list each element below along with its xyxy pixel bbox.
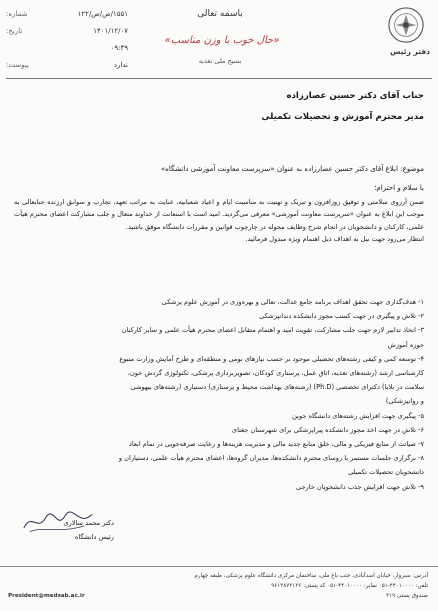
goal-line: کارشناسی ارشد (رشته‌های تغذیه، اتاق عمل، پرستاری کودکان، تصویربرداری پزشکی، تکنولوژی گردش خون،: [127, 369, 424, 378]
signatory-name: دکتر محمد سالاری: [63, 519, 114, 527]
goal-line: ۷- صیانت از منابع فیزیکی و مالی، خلق منابع جدید مالی و مدیریت هزینه‌ها و رعایت صرفه‌جویی در تمام ابعاد: [128, 440, 424, 449]
meta-time-row: [6, 44, 128, 52]
goal-line: سلامت در بلایا) دکترای تخصصی (Ph.D) (رشته‌های بهداشت محیط و پرستاری) دستیاری (رشته‌های بیهوشی: [130, 383, 424, 392]
meta-time-value: ۰۹:۴۹: [110, 44, 128, 52]
meta-attachment-value: ندارد: [113, 61, 128, 69]
sub-slogan: بسیج ملی تغذیه: [198, 57, 242, 65]
meta-date-label: تاریخ:: [6, 27, 23, 35]
letter-footer: [0, 566, 438, 612]
letter-meta: [6, 10, 128, 78]
footer-po-box: صندوق پستی ۳۱۹: [386, 593, 428, 599]
footer-email[interactable]: President@medsab.ac.ir: [8, 593, 85, 599]
footer-phones: تلفن: ۴۴۰۱۰۰۰۰-۰۵۱ نمابر: ۴۴۰۱۰۰۰۰-۰۵۱ کد پستی: ۹۶۱۳۸۷۳۱۳۶: [271, 583, 428, 589]
greeting: با سلام و احترام؛: [374, 183, 424, 192]
signatory-title: رئیس دانشگاه: [74, 533, 114, 541]
goal-line: ۴- توسعه کمی و کیفی رشته‌های تحصیلی موجود بر حسب نیازهای بومی و منطقه‌ای و طرح آمایش وزارت متبوع: [119, 354, 424, 363]
bismillah-heading: باسمه تعالی: [197, 9, 243, 19]
meta-date-value: ۱۴۰۱/۱۲/۰۷: [93, 27, 128, 35]
meta-number-row: [6, 10, 128, 18]
goals-list: [14, 295, 424, 494]
goal-line: حوزه آموزش: [387, 340, 424, 349]
goal-line: دانشجویان تحصیلات تکمیلی: [348, 468, 424, 477]
goal-line: و روانپزشکی): [385, 397, 424, 406]
meta-number-value: ۱۵۵۱/ص/ص/۱۲۲: [77, 10, 128, 18]
meta-attachment-label: پیوست:: [6, 61, 29, 69]
goals-intro: انتظار می‌رود جهت نیل به اهداف ذیل اهتمام ویژه مبذول فرمائید.: [245, 235, 424, 244]
university-emblem-icon: [387, 6, 425, 44]
body-paragraph: [14, 196, 424, 246]
meta-number-label: شماره:: [6, 10, 28, 18]
goal-line: ۳- اتخاذ تدابیر لازم جهت جلب مشارکت، تقویت امید و اهتمام متقابل اعضای محترم هیأت علمی و سایر کارکنان: [121, 326, 424, 335]
goal-line: ۸- برگزاری جلسات مستمر با روسای محترم دانشکده‌ها، مدیران گروه‌ها، اعضای محترم هیأت علمی، دستیاران و: [118, 454, 424, 463]
footer-address: آدرس: سبزوار، خیابان اسدآبادی، جنب باغ ملی، ساختمان مرکزی دانشگاه علوم پزشکی، طبقه چهارم: [194, 573, 428, 579]
signature-block: [14, 516, 114, 544]
subject-line: موضوع: ابلاغ آقای دکتر حسین عصارزاده به عنوان «سرپرست معاونت آموزشی دانشگاه»: [160, 164, 424, 173]
slogan: «حال خوب با وزن مناسب»: [164, 35, 280, 46]
goal-line: ۲- تلاش و پیگیری در جهت کسب مجوز دانشکده دندانپزشکی: [259, 312, 424, 321]
meta-date-row: [6, 27, 128, 35]
addressee-block: [14, 86, 424, 128]
addressee-name: جناب آقای دکتر حسین عصارزاده: [286, 91, 424, 101]
body-paragraph-text: ضمن آرزوی سلامتی و توفیق روزافزون و تبریک و تهنیت به مناسبت ایام و اعیاد شعبانیه، عنایت به مراتب تعهد، تجارب و سوابق ارزنده جنابعالی به موجب این ابلاغ به عنوان «سرپرست معاونت آموزشی» معرفی می‌گردید. امید است با استعانت از خداوند متعال و جلب مشارکت اعضای محترم هیأت علمی، کارکنان و دانشجویان در انجام شرح وظایف محوله در چارچوب قوانین و مقررات دانشگاه موفق باشید.: [14, 198, 424, 231]
goal-line: ۱- هدف‌گذاری جهت تحقق اهداف برنامه جامع عدالت، تعالی و بهره‌وری در آموزش علوم پزشکی: [161, 298, 424, 306]
header-divider: [6, 78, 432, 79]
goal-line: ۶- تلاش در جهت اخذ مجوز دانشکده پیراپزشکی برای شهرستان جغتای: [231, 425, 424, 434]
office-label: دفتر رئیس: [390, 47, 430, 56]
meta-attachment-row: [6, 61, 128, 69]
goal-line: ۹- تلاش جهت افزایش جذب دانشجویان خارجی: [295, 482, 424, 491]
addressee-title: مدیر محترم آموزش و تحصیلات تکمیلی: [261, 112, 424, 122]
goal-line: ۵- پیگیری جهت افزایش رشته‌های دانشگاه جوین: [292, 411, 424, 420]
